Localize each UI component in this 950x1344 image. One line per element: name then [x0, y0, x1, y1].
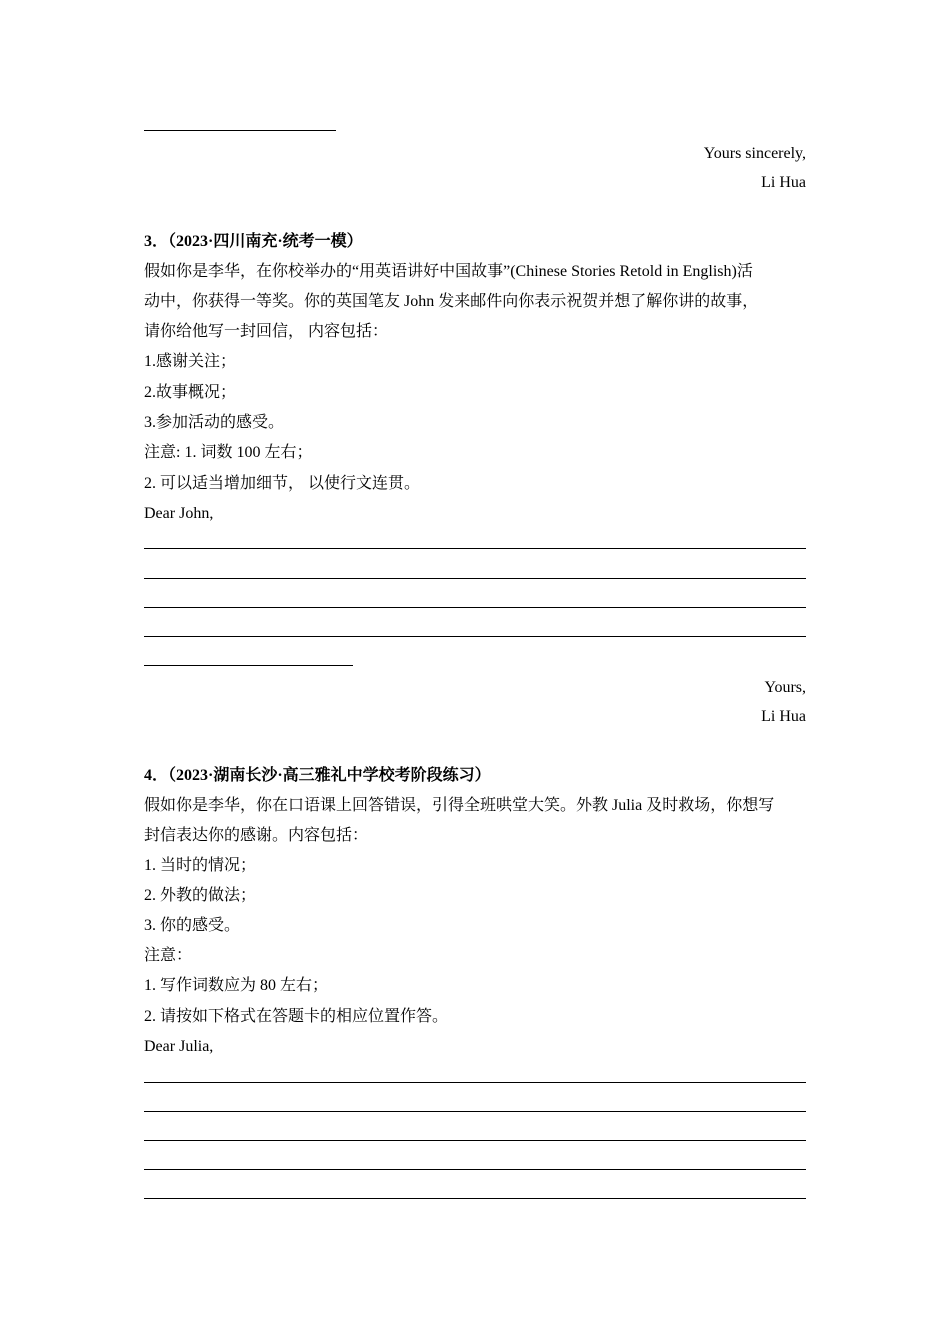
question-3-prompt-line: 假如你是李华，在你校举办的“用英语讲好中国故事”(Chinese Stories Retold in English)活: [144, 263, 753, 280]
answer-line-short[interactable]: [144, 130, 336, 131]
answer-line[interactable]: [144, 1111, 806, 1112]
answer-line[interactable]: [144, 607, 806, 608]
question-4-heading: 4．（2023·湖南长沙·高三雅礼中学校考阶段练习）: [144, 767, 491, 784]
answer-line[interactable]: [144, 1140, 806, 1141]
question-4-note: 1. 写作词数应为 80 左右；: [144, 977, 329, 994]
question-3-prompt-line: 请你给他写一封回信， 内容包括：: [144, 323, 389, 340]
question-3-item: 1.感谢关注；: [144, 353, 237, 370]
question-3-prompt-line: 动中，你获得一等奖。你的英国笔友 John 发来邮件向你表示祝贺并想了解你讲的故事，: [144, 293, 759, 310]
question-3-heading: 3．（2023·四川南充·统考一模）: [144, 233, 363, 250]
question-3-closing: Yours,: [764, 679, 806, 696]
question-4-greeting: Dear Julia,: [144, 1038, 214, 1055]
answer-line[interactable]: [144, 548, 806, 549]
answer-line-short[interactable]: [144, 665, 353, 666]
question-4-prompt-line: 假如你是李华，你在口语课上回答错误，引得全班哄堂大笑。外教 Julia 及时救场，你想写: [144, 797, 775, 814]
signature: Li Hua: [761, 174, 806, 191]
answer-line[interactable]: [144, 1198, 806, 1199]
question-3-greeting: Dear John,: [144, 505, 214, 522]
question-4-notes-label: 注意：: [144, 947, 193, 964]
question-4-prompt-line: 封信表达你的感谢。内容包括：: [144, 827, 369, 844]
question-3-note: 注意: 1. 词数 100 左右；: [144, 444, 313, 461]
question-3-item: 2.故事概况；: [144, 384, 237, 401]
question-4-item: 2. 外教的做法；: [144, 887, 257, 904]
question-4-item: 1. 当时的情况；: [144, 857, 257, 874]
question-3-note: 2. 可以适当增加细节， 以使行文连贯。: [144, 475, 421, 492]
closing: Yours sincerely,: [703, 145, 806, 162]
answer-line[interactable]: [144, 1169, 806, 1170]
answer-line[interactable]: [144, 1082, 806, 1083]
question-4-item: 3. 你的感受。: [144, 917, 241, 934]
question-3-item: 3.参加活动的感受。: [144, 414, 285, 431]
question-3-signature: Li Hua: [761, 708, 806, 725]
question-4-note: 2. 请按如下格式在答题卡的相应位置作答。: [144, 1008, 449, 1025]
answer-line[interactable]: [144, 636, 806, 637]
answer-line[interactable]: [144, 578, 806, 579]
